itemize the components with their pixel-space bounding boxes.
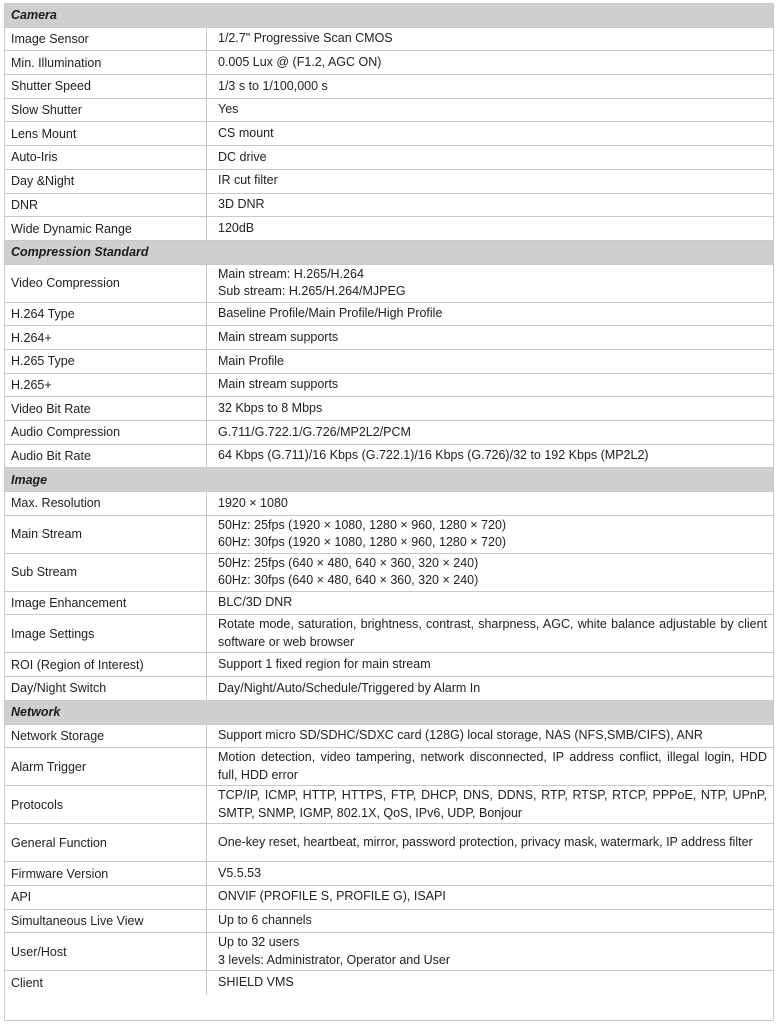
spec-row-main-stream — [5, 516, 773, 554]
spec-value-line: Main stream supports — [218, 377, 339, 392]
spec-value — [207, 122, 773, 145]
spec-label: ROI (Region of Interest) — [5, 653, 207, 676]
spec-row-audio-bit-rate — [5, 445, 773, 469]
spec-row-max-resolution — [5, 492, 773, 516]
spec-label: Lens Mount — [5, 122, 207, 145]
spec-value-line: 3D DNR — [218, 197, 265, 212]
spec-label: H.264+ — [5, 326, 207, 349]
spec-label: Firmware Version — [5, 862, 207, 885]
spec-value — [207, 303, 773, 326]
spec-value-line: Day/Night/Auto/Schedule/Triggered by Alarm In — [218, 680, 481, 695]
spec-row-h264-type — [5, 303, 773, 327]
section-title: Compression Standard — [11, 245, 149, 260]
spec-label: H.264 Type — [5, 303, 207, 326]
spec-label: Auto-Iris — [5, 146, 207, 169]
spec-value-text: TCP/IP, ICMP, HTTP, HTTPS, FTP, DHCP, DNS, DDNS, RTP, RTSP, RTCP, PPPoE, NTP, UPnP, SMTP, SNMP, IGMP, 802.1X, QoS, IPv6, UDP, Bonjour — [218, 788, 767, 820]
spec-value — [207, 397, 773, 420]
spec-label: Client — [5, 971, 207, 995]
spec-label: Sub Stream — [5, 554, 207, 591]
spec-label: Slow Shutter — [5, 99, 207, 122]
spec-table — [4, 3, 774, 1021]
spec-row-day-night — [5, 170, 773, 194]
spec-row-audio-compression — [5, 421, 773, 445]
spec-label: Audio Compression — [5, 421, 207, 444]
spec-value-line: 60Hz: 30fps (640 × 480, 640 × 360, 320 × 240) — [218, 573, 479, 588]
spec-value — [207, 886, 773, 909]
spec-row-h265-plus — [5, 374, 773, 398]
spec-label: User/Host — [5, 933, 207, 970]
spec-value-line: Up to 6 channels — [218, 913, 312, 928]
spec-value — [207, 862, 773, 885]
spec-row-video-bit-rate — [5, 397, 773, 421]
section-header-image — [5, 468, 773, 492]
spec-value-line: 1/2.7" Progressive Scan CMOS — [218, 31, 393, 46]
spec-row-sub-stream — [5, 554, 773, 592]
spec-value-line: 1/3 s to 1/100,000 s — [218, 78, 328, 93]
spec-label: Min. Illumination — [5, 51, 207, 74]
spec-row-general-function — [5, 824, 773, 862]
spec-value — [207, 265, 773, 302]
spec-label: Simultaneous Live View — [5, 910, 207, 933]
spec-value — [207, 910, 773, 933]
spec-label: H.265+ — [5, 374, 207, 397]
spec-value-line: Main stream: H.265/H.264 — [218, 266, 364, 281]
spec-value — [207, 194, 773, 217]
spec-label: Max. Resolution — [5, 492, 207, 515]
spec-label: Alarm Trigger — [5, 748, 207, 785]
spec-value — [207, 51, 773, 74]
spec-value-line: ONVIF (PROFILE S, PROFILE G), ISAPI — [218, 889, 446, 904]
spec-value-line: SHIELD VMS — [218, 975, 294, 990]
section-title: Camera — [11, 8, 57, 23]
spec-value-text: Rotate mode, saturation, brightness, contrast, sharpness, AGC, white balance adjustable by client software or web browser — [218, 617, 767, 649]
spec-value — [207, 75, 773, 98]
section-header-network — [5, 701, 773, 725]
spec-value — [207, 28, 773, 51]
spec-value-line: 60Hz: 30fps (1920 × 1080, 1280 × 960, 1280 × 720) — [218, 535, 507, 550]
spec-value-line: Yes — [218, 102, 239, 117]
spec-row-simultaneous-live-view — [5, 910, 773, 934]
spec-value — [207, 933, 773, 970]
spec-value-line: 1920 × 1080 — [218, 495, 288, 510]
spec-value — [207, 374, 773, 397]
spec-value-line: Sub stream: H.265/H.264/MJPEG — [218, 284, 406, 299]
spec-label: Audio Bit Rate — [5, 445, 207, 468]
spec-label: H.265 Type — [5, 350, 207, 373]
section-header-camera — [5, 4, 773, 28]
spec-label: Video Bit Rate — [5, 397, 207, 420]
spec-label: Wide Dynamic Range — [5, 217, 207, 240]
spec-label: Shutter Speed — [5, 75, 207, 98]
section-header-compression — [5, 241, 773, 265]
spec-value-line: Main stream supports — [218, 329, 339, 344]
spec-label: Day &Night — [5, 170, 207, 193]
spec-value-line: DC drive — [218, 149, 267, 164]
spec-row-firmware-version — [5, 862, 773, 886]
spec-row-alarm-trigger — [5, 748, 773, 786]
spec-row-image-settings — [5, 615, 773, 653]
spec-value-line: 50Hz: 25fps (1920 × 1080, 1280 × 960, 1280 × 720) — [218, 517, 507, 532]
spec-value-line: CS mount — [218, 126, 274, 141]
spec-row-protocols — [5, 786, 773, 824]
spec-value-line: Support 1 fixed region for main stream — [218, 657, 431, 672]
spec-label: DNR — [5, 194, 207, 217]
spec-value — [207, 615, 773, 652]
spec-value-line: Support micro SD/SDHC/SDXC card (128G) local storage, NAS (NFS,SMB/CIFS), ANR — [218, 728, 703, 743]
spec-value-line: 0.005 Lux @ (F1.2, AGC ON) — [218, 54, 382, 69]
spec-label: API — [5, 886, 207, 909]
spec-row-dnr — [5, 194, 773, 218]
spec-value — [207, 748, 773, 785]
spec-value-line: IR cut filter — [218, 173, 278, 188]
spec-row-image-enhancement — [5, 592, 773, 616]
spec-row-shutter-speed — [5, 75, 773, 99]
spec-value — [207, 170, 773, 193]
spec-value-line: BLC/3D DNR — [218, 595, 293, 610]
spec-value-line: G.711/G.722.1/G.726/MP2L2/PCM — [218, 424, 411, 439]
spec-value — [207, 445, 773, 468]
spec-row-network-storage — [5, 725, 773, 749]
spec-label: Image Settings — [5, 615, 207, 652]
spec-label: Main Stream — [5, 516, 207, 553]
spec-value — [207, 592, 773, 615]
spec-value — [207, 516, 773, 553]
spec-row-slow-shutter — [5, 99, 773, 123]
spec-value-line: 3 levels: Administrator, Operator and User — [218, 952, 451, 967]
spec-value-line: Up to 32 users — [218, 935, 300, 950]
spec-value — [207, 492, 773, 515]
spec-value — [207, 350, 773, 373]
spec-label: Day/Night Switch — [5, 677, 207, 700]
spec-value-line: Baseline Profile/Main Profile/High Profile — [218, 306, 443, 321]
spec-row-image-sensor — [5, 28, 773, 52]
spec-value-line: 64 Kbps (G.711)/16 Kbps (G.722.1)/16 Kbps (G.726)/32 to 192 Kbps (MP2L2) — [218, 448, 649, 463]
section-title: Image — [11, 472, 48, 487]
spec-value-line: 120dB — [218, 220, 255, 235]
spec-label: General Function — [5, 824, 207, 861]
spec-row-wide-dynamic-range — [5, 217, 773, 241]
spec-value — [207, 971, 773, 995]
section-title: Network — [11, 705, 61, 720]
spec-value — [207, 824, 773, 861]
spec-row-video-compression — [5, 265, 773, 303]
spec-label: Video Compression — [5, 265, 207, 302]
spec-value-line: Main Profile — [218, 353, 284, 368]
spec-row-min-illumination — [5, 51, 773, 75]
spec-label: Network Storage — [5, 725, 207, 748]
spec-value — [207, 99, 773, 122]
spec-value — [207, 653, 773, 676]
spec-value — [207, 725, 773, 748]
spec-row-h264-plus — [5, 326, 773, 350]
spec-row-day-night-switch — [5, 677, 773, 701]
spec-value — [207, 146, 773, 169]
spec-label: Protocols — [5, 786, 207, 823]
spec-row-lens-mount — [5, 122, 773, 146]
spec-value-line: 32 Kbps to 8 Mbps — [218, 400, 323, 415]
spec-row-h265-type — [5, 350, 773, 374]
spec-value — [207, 421, 773, 444]
spec-row-roi — [5, 653, 773, 677]
spec-row-api — [5, 886, 773, 910]
spec-value-text: Motion detection, video tampering, network disconnected, IP address conflict, illegal login, HDD full, HDD error — [218, 750, 767, 782]
spec-value-line: 50Hz: 25fps (640 × 480, 640 × 360, 320 × 240) — [218, 555, 479, 570]
spec-label: Image Sensor — [5, 28, 207, 51]
spec-value — [207, 217, 773, 240]
spec-row-client — [5, 971, 773, 995]
spec-value-line: V5.5.53 — [218, 865, 262, 880]
spec-row-auto-iris — [5, 146, 773, 170]
spec-row-user-host — [5, 933, 773, 971]
spec-value — [207, 326, 773, 349]
spec-value-text: One-key reset, heartbeat, mirror, password protection, privacy mask, watermark, IP address filter — [218, 834, 753, 849]
spec-value — [207, 786, 773, 823]
spec-value — [207, 554, 773, 591]
spec-value — [207, 677, 773, 700]
spec-label: Image Enhancement — [5, 592, 207, 615]
